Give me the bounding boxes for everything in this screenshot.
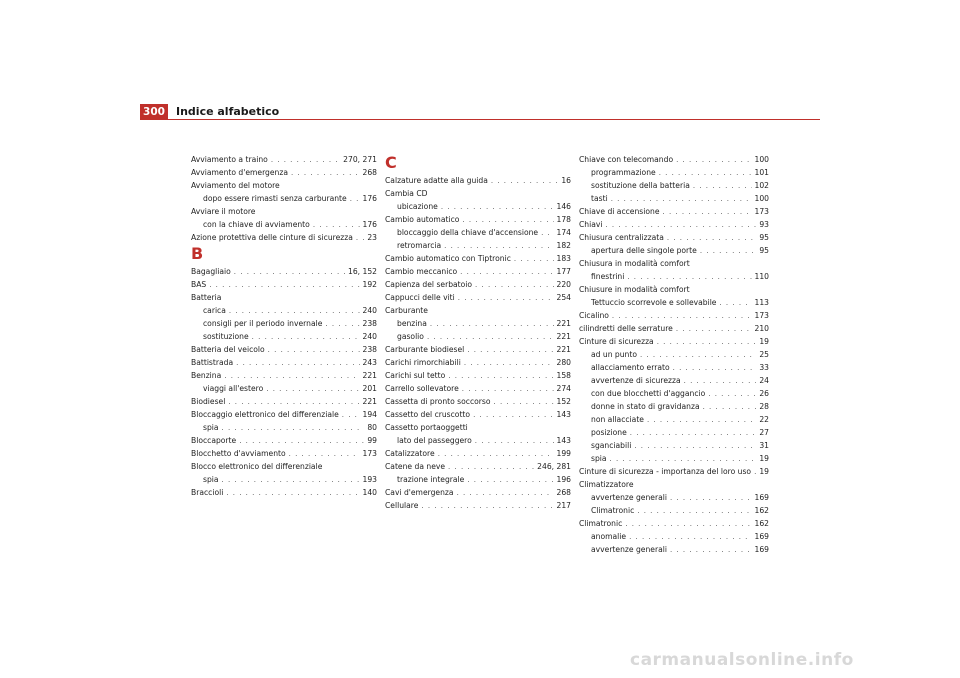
entry-page-ref: 162 [754, 519, 769, 528]
entry-page-ref: 254 [556, 293, 571, 302]
entry-label: bloccaggio della chiave d'accensione [397, 228, 539, 237]
entry-page-ref: 176 [362, 194, 377, 203]
index-subentry [385, 473, 571, 486]
dot-leader [325, 318, 359, 331]
entry-page-ref: 102 [754, 181, 769, 190]
watermark: carmanualsonline.info [630, 650, 854, 670]
dot-leader [222, 422, 365, 435]
page-number: 300 [140, 104, 168, 120]
entry-label: Biodiesel [191, 397, 226, 406]
index-entry [385, 213, 571, 226]
entry-label: sostituzione [203, 332, 249, 341]
index-subentry [579, 504, 769, 517]
entry-label: ubicazione [397, 202, 438, 211]
entry-label: Chiavi [579, 220, 603, 229]
dot-leader [647, 414, 756, 427]
entry-page-ref: 24 [759, 376, 769, 385]
entry-label: avvertenze generali [591, 493, 667, 502]
index-heading: Chiusure in modalità comfort [579, 285, 690, 294]
index-entry [385, 278, 571, 291]
index-subentry [191, 192, 377, 205]
index-column-1 [191, 153, 377, 499]
entry-label: Bloccaggio elettronico del differenziale [191, 410, 339, 419]
index-heading: Chiusura in modalità comfort [579, 259, 690, 268]
index-entry [191, 166, 377, 179]
entry-page-ref: 178 [556, 215, 571, 224]
dot-leader [457, 487, 554, 500]
entry-page-ref: 177 [556, 267, 571, 276]
entry-page-ref: 193 [362, 475, 377, 484]
entry-label: Azione protettiva delle cinture di sicurezza [191, 233, 353, 242]
dot-leader [676, 323, 752, 336]
index-entry [579, 517, 769, 530]
dot-leader [670, 544, 752, 557]
entry-label: tasti [591, 194, 608, 203]
entry-label: donne in stato di gravidanza [591, 402, 700, 411]
entry-label: spia [203, 475, 219, 484]
index-entry [191, 434, 377, 447]
entry-label: consigli per il periodo invernale [203, 319, 323, 328]
entry-page-ref: 221 [556, 332, 571, 341]
entry-page-ref: 113 [754, 298, 769, 307]
entry-page-ref: 101 [754, 168, 769, 177]
index-column-3 [579, 153, 769, 556]
entry-label: dopo essere rimasti senza carburante [203, 194, 347, 203]
entry-label: avvertenze di sicurezza [591, 376, 681, 385]
dot-leader [421, 500, 553, 513]
entry-label: Catalizzatore [385, 449, 435, 458]
index-subentry [579, 491, 769, 504]
entry-label: Chiusura centralizzata [579, 233, 664, 242]
entry-label: trazione integrale [397, 475, 465, 484]
entry-page-ref: 22 [759, 415, 769, 424]
entry-page-ref: 99 [367, 436, 377, 445]
entry-label: posizione [591, 428, 627, 437]
entry-page-ref: 16, 152 [348, 267, 377, 276]
entry-page-ref: 25 [759, 350, 769, 359]
entry-label: retromarcia [397, 241, 442, 250]
index-subentry [191, 218, 377, 231]
index-subentry [385, 239, 571, 252]
dot-leader [541, 227, 553, 240]
entry-page-ref: 196 [556, 475, 571, 484]
index-entry [579, 231, 769, 244]
index-subentry [579, 296, 769, 309]
entry-label: Carburante biodiesel [385, 345, 465, 354]
entry-label: Cambio meccanico [385, 267, 458, 276]
dot-leader [266, 383, 359, 396]
index-entry [385, 460, 571, 473]
entry-page-ref: 100 [754, 194, 769, 203]
entry-page-ref: 246, 281 [537, 462, 571, 471]
index-subentry [385, 200, 571, 213]
entry-label: Avviamento d'emergenza [191, 168, 289, 177]
entry-page-ref: 221 [362, 371, 377, 380]
entry-label: viaggi all'estero [203, 384, 264, 393]
dot-leader [438, 448, 554, 461]
entry-label: apertura delle singole porte [591, 246, 697, 255]
entry-label: Cambio automatico [385, 215, 460, 224]
index-subentry [579, 244, 769, 257]
index-subentry [385, 434, 571, 447]
index-subentry [385, 226, 571, 239]
entry-label: anomalie [591, 532, 627, 541]
dot-leader [430, 318, 554, 331]
entry-label: cilindretti delle serrature [579, 324, 673, 333]
index-entry [385, 369, 571, 382]
entry-label: Carichi rimorchiabili [385, 358, 461, 367]
index-entry [385, 356, 571, 369]
index-heading: Cassetto portaoggetti [385, 423, 468, 432]
index-subentry [191, 317, 377, 330]
index-heading: Cambia CD [385, 189, 428, 198]
index-entry [191, 231, 377, 244]
dot-leader [754, 466, 756, 479]
entry-page-ref: 210 [754, 324, 769, 333]
index-heading: Batteria [191, 293, 222, 302]
index-entry [385, 265, 571, 278]
entry-page-ref: 221 [556, 345, 571, 354]
index-subentry [191, 382, 377, 395]
entry-page-ref: 199 [556, 449, 571, 458]
entry-page-ref: 274 [556, 384, 571, 393]
entry-label: Chiave con telecomando [579, 155, 674, 164]
index-subentry [191, 421, 377, 434]
entry-page-ref: 240 [362, 332, 377, 341]
index-entry [579, 218, 769, 231]
entry-page-ref: 238 [362, 319, 377, 328]
entry-label: Cellulare [385, 501, 419, 510]
entry-page-ref: 201 [362, 384, 377, 393]
dot-leader [475, 435, 554, 448]
entry-page-ref: 173 [362, 449, 377, 458]
index-subentry [579, 166, 769, 179]
entry-page-ref: 26 [759, 389, 769, 398]
entry-label: Catene da neve [385, 462, 446, 471]
header-rule [140, 119, 820, 120]
index-entry [385, 252, 571, 265]
entry-label: Cicalino [579, 311, 609, 320]
dot-leader [703, 401, 757, 414]
dot-leader [356, 232, 364, 245]
entry-label: Chiave di accensione [579, 207, 660, 216]
dot-leader [676, 154, 751, 167]
index-entry [385, 291, 571, 304]
entry-page-ref: 169 [754, 493, 769, 502]
entry-label: Carrello sollevatore [385, 384, 459, 393]
index-entry [579, 465, 769, 478]
entry-label: sostituzione della batteria [591, 181, 690, 190]
entry-label: Cassetto del cruscotto [385, 410, 471, 419]
entry-label: non allacciate [591, 415, 644, 424]
entry-page-ref: 19 [759, 337, 769, 346]
index-entry [191, 369, 377, 382]
dot-leader [693, 180, 752, 193]
dot-leader [448, 370, 553, 383]
index-entry [579, 322, 769, 335]
entry-page-ref: 243 [362, 358, 377, 367]
entry-label: Braccioli [191, 488, 224, 497]
entry-label: lato del passeggero [397, 436, 472, 445]
entry-page-ref: 173 [754, 311, 769, 320]
page-title: Indice alfabetico [176, 105, 280, 118]
entry-label: Batteria del veicolo [191, 345, 265, 354]
index-entry [385, 486, 571, 499]
entry-page-ref: 143 [556, 436, 571, 445]
index-entry [191, 343, 377, 356]
dot-leader [458, 292, 554, 305]
index-subentry [579, 439, 769, 452]
index-heading: Climatizzatore [579, 480, 634, 489]
entry-label: con due blocchetti d'aggancio [591, 389, 706, 398]
dot-leader [663, 206, 752, 219]
entry-page-ref: 221 [556, 319, 571, 328]
entry-page-ref: 93 [759, 220, 769, 229]
entry-page-ref: 270, 271 [343, 155, 377, 164]
entry-page-ref: 183 [556, 254, 571, 263]
entry-label: Capienza del serbatoio [385, 280, 473, 289]
entry-page-ref: 19 [759, 454, 769, 463]
entry-label: spia [203, 423, 219, 432]
index-entry [385, 447, 571, 460]
index-entry [191, 278, 377, 291]
index-subentry [579, 348, 769, 361]
entry-label: gasolio [397, 332, 424, 341]
index-subentry [191, 304, 377, 317]
entry-label: Cinture di sicurezza [579, 337, 654, 346]
index-subentry [191, 330, 377, 343]
entry-page-ref: 268 [556, 488, 571, 497]
index-entry [579, 205, 769, 218]
entry-label: ad un punto [591, 350, 637, 359]
entry-page-ref: 240 [362, 306, 377, 315]
dot-leader [342, 409, 360, 422]
index-subentry [191, 473, 377, 486]
index-column-2 [385, 153, 571, 512]
index-entry [191, 265, 377, 278]
entry-page-ref: 33 [759, 363, 769, 372]
entry-page-ref: 95 [759, 233, 769, 242]
entry-label: Calzature adatte alla guida [385, 176, 488, 185]
dot-leader [637, 505, 751, 518]
entry-label: Cambio automatico con Tiptronic [385, 254, 511, 263]
entry-page-ref: 220 [556, 280, 571, 289]
dot-leader [475, 279, 553, 292]
entry-page-ref: 80 [367, 423, 377, 432]
entry-page-ref: 28 [759, 402, 769, 411]
entry-label: allacciamento errato [591, 363, 670, 372]
index-subentry [579, 426, 769, 439]
dot-leader [209, 279, 359, 292]
entry-page-ref: 143 [556, 410, 571, 419]
dot-leader [657, 336, 757, 349]
entry-page-ref: 31 [759, 441, 769, 450]
index-entry [579, 335, 769, 348]
index-heading: Avviamento del motore [191, 181, 280, 190]
index-entry [191, 486, 377, 499]
entry-page-ref: 110 [754, 272, 769, 281]
index-entry [385, 382, 571, 395]
entry-page-ref: 268 [362, 168, 377, 177]
entry-page-ref: 280 [556, 358, 571, 367]
entry-label: Cassetta di pronto soccorso [385, 397, 491, 406]
index-heading: Blocco elettronico del differenziale [191, 462, 323, 471]
dot-leader [234, 266, 345, 279]
dot-leader [464, 357, 554, 370]
entry-label: BAS [191, 280, 207, 289]
entry-label: Avviamento a traino [191, 155, 268, 164]
index-subentry [579, 179, 769, 192]
index-entry [385, 395, 571, 408]
dot-leader [467, 474, 553, 487]
entry-label: Cinture di sicurezza - importanza del loro uso [579, 467, 752, 476]
entry-label: Bagagliaio [191, 267, 231, 276]
dot-leader [226, 487, 359, 500]
entry-label: Cappucci delle viti [385, 293, 455, 302]
dot-leader [719, 297, 751, 310]
dot-leader [634, 440, 756, 453]
dot-leader [252, 331, 360, 344]
entry-page-ref: 174 [556, 228, 571, 237]
entry-label: programmazione [591, 168, 656, 177]
dot-leader [460, 266, 553, 279]
dot-leader [625, 518, 751, 531]
index-subentry [579, 387, 769, 400]
index-entry [191, 447, 377, 460]
entry-label: carica [203, 306, 226, 315]
index-subentry [579, 192, 769, 205]
index-subentry [579, 530, 769, 543]
dot-leader [494, 396, 554, 409]
dot-leader [467, 344, 553, 357]
entry-label: Carichi sul tetto [385, 371, 446, 380]
entry-label: benzina [397, 319, 427, 328]
index-entry [579, 153, 769, 166]
index-entry [191, 395, 377, 408]
entry-label: Benzina [191, 371, 222, 380]
entry-page-ref: 23 [367, 233, 377, 242]
entry-label: finestrini [591, 272, 625, 281]
index-subentry [385, 317, 571, 330]
dot-leader [670, 492, 752, 505]
section-letter: C [385, 153, 397, 172]
entry-page-ref: 16 [561, 176, 571, 185]
index-entry [385, 174, 571, 187]
index-subentry [579, 374, 769, 387]
index-entry [191, 408, 377, 421]
dot-leader [630, 427, 757, 440]
entry-page-ref: 192 [362, 280, 377, 289]
entry-page-ref: 169 [754, 545, 769, 554]
entry-page-ref: 146 [556, 202, 571, 211]
index-entry [191, 356, 377, 369]
index-subentry [385, 330, 571, 343]
index-entry [385, 408, 571, 421]
entry-page-ref: 162 [754, 506, 769, 515]
entry-label: Climatronic [579, 519, 623, 528]
entry-label: sganciabili [591, 441, 632, 450]
entry-page-ref: 182 [556, 241, 571, 250]
entry-label: spia [591, 454, 607, 463]
dot-leader [708, 388, 756, 401]
index-entry [191, 153, 377, 166]
entry-label: con la chiave di avviamento [203, 220, 310, 229]
section-letter: B [191, 244, 204, 263]
dot-leader [673, 362, 757, 375]
entry-page-ref: 95 [759, 246, 769, 255]
entry-page-ref: 221 [362, 397, 377, 406]
entry-page-ref: 238 [362, 345, 377, 354]
entry-label: Tettuccio scorrevole e sollevabile [591, 298, 717, 307]
entry-page-ref: 140 [362, 488, 377, 497]
entry-page-ref: 27 [759, 428, 769, 437]
dot-leader [291, 167, 359, 180]
entry-label: Blocchetto d'avviamento [191, 449, 286, 458]
entry-page-ref: 158 [556, 371, 571, 380]
entry-page-ref: 152 [556, 397, 571, 406]
dot-leader [236, 357, 359, 370]
entry-page-ref: 173 [754, 207, 769, 216]
dot-leader [268, 344, 360, 357]
index-entry [579, 309, 769, 322]
entry-label: Climatronic [591, 506, 635, 515]
index-heading: Avviare il motore [191, 207, 256, 216]
index-subentry [579, 270, 769, 283]
entry-label: Cavi d'emergenza [385, 488, 454, 497]
entry-page-ref: 19 [759, 467, 769, 476]
entry-label: Battistrada [191, 358, 234, 367]
entry-page-ref: 100 [754, 155, 769, 164]
dot-leader [491, 175, 558, 188]
index-subentry [579, 413, 769, 426]
entry-page-ref: 194 [362, 410, 377, 419]
index-subentry [579, 400, 769, 413]
index-heading: Carburante [385, 306, 428, 315]
index-subentry [579, 361, 769, 374]
index-entry [385, 343, 571, 356]
index-subentry [579, 452, 769, 465]
dot-leader [473, 409, 553, 422]
dot-leader [514, 253, 554, 266]
entry-label: avvertenze generali [591, 545, 667, 554]
index-entry [385, 499, 571, 512]
entry-page-ref: 176 [362, 220, 377, 229]
dot-leader [700, 245, 757, 258]
entry-label: Bloccaporte [191, 436, 237, 445]
entry-page-ref: 217 [556, 501, 571, 510]
entry-page-ref: 169 [754, 532, 769, 541]
index-subentry [579, 543, 769, 556]
dot-leader [350, 193, 360, 206]
dot-leader [222, 474, 360, 487]
